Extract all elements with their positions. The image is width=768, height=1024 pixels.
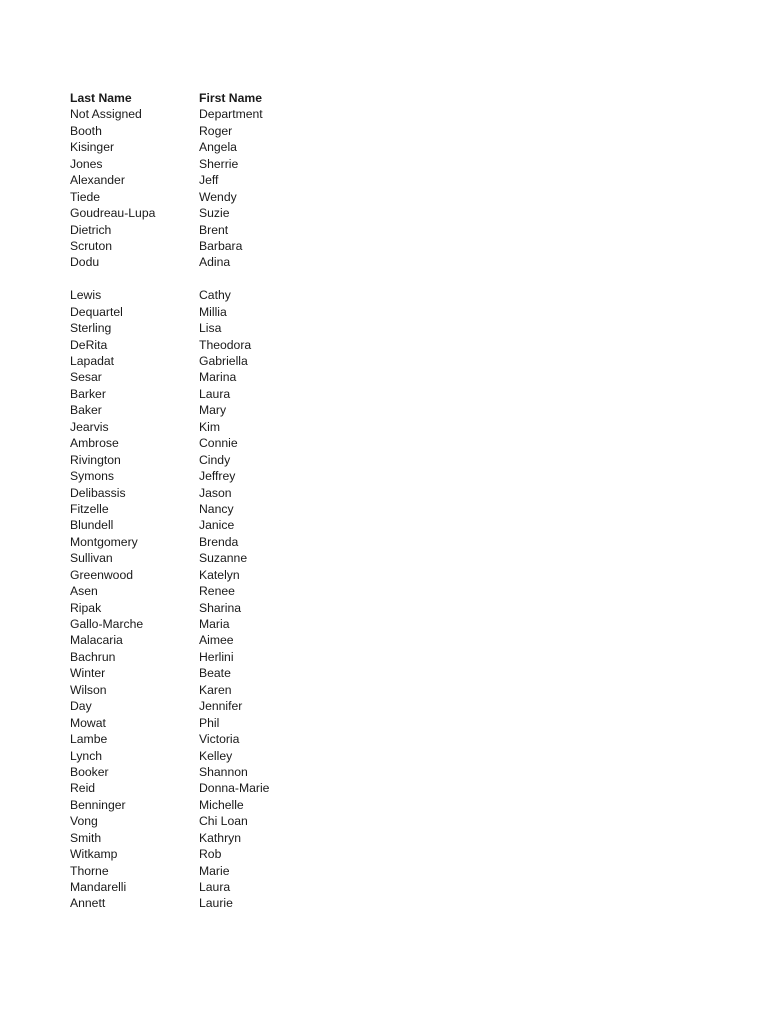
name-row (70, 748, 470, 764)
name-row (70, 879, 470, 895)
first-name-cell: Millia (199, 304, 227, 319)
last-name-cell: Gallo-Marche (70, 617, 144, 631)
first-name-cell: Nancy (199, 501, 234, 516)
name-row (70, 813, 470, 829)
name-row (70, 222, 470, 238)
first-name-cell: Chi Loan (199, 814, 248, 829)
last-name-cell: Dietrich (70, 222, 112, 237)
last-name-cell: Witkamp (70, 847, 118, 862)
first-name-cell: Lisa (199, 321, 222, 336)
name-row (70, 550, 470, 566)
name-row (70, 895, 470, 911)
name-row (70, 337, 470, 353)
first-name-cell: Connie (199, 436, 238, 451)
last-name-cell: Mowat (70, 715, 106, 730)
first-name-cell: Laurie (199, 896, 233, 911)
first-name-cell: Brenda (199, 534, 239, 549)
name-row (70, 123, 470, 139)
name-row (70, 205, 470, 221)
first-name-cell: Jennifer (199, 699, 243, 714)
last-name-cell: Scruton (70, 238, 113, 253)
name-row (70, 452, 470, 468)
name-row (70, 649, 470, 665)
name-row (70, 106, 470, 122)
name-row (70, 254, 470, 270)
name-row (70, 846, 470, 862)
group-spacer (70, 271, 470, 287)
first-name-cell: Kathryn (199, 830, 242, 845)
first-name-cell: Michelle (199, 797, 244, 812)
name-row (70, 287, 470, 303)
first-name-cell: Renee (199, 584, 235, 599)
last-name-cell: Tiede (70, 189, 101, 204)
last-name-cell: Jones (70, 156, 103, 171)
first-name-cell: Kim (199, 419, 220, 434)
last-name-cell: Dodu (70, 255, 100, 270)
last-name-cell: Booker (70, 764, 109, 779)
name-group-2 (70, 287, 470, 912)
last-name-header: Last Name (70, 91, 132, 105)
first-name-cell: Katelyn (199, 567, 240, 582)
name-row (70, 764, 470, 780)
name-row (70, 320, 470, 336)
last-name-cell: Baker (70, 403, 102, 418)
name-row (70, 600, 470, 616)
header-row (70, 90, 470, 106)
first-name-cell: Donna-Marie (199, 781, 270, 796)
last-name-cell: Delibassis (70, 485, 126, 500)
first-name-cell: Victoria (199, 732, 240, 747)
last-name-cell: Sullivan (70, 551, 113, 566)
name-row (70, 304, 470, 320)
first-name-cell: Laura (199, 880, 231, 894)
name-row (70, 402, 470, 418)
name-list-sheet (70, 90, 470, 912)
first-name-cell: Karen (199, 682, 232, 697)
first-name-cell: Marina (199, 370, 237, 385)
last-name-cell: Greenwood (70, 567, 134, 582)
first-name-cell: Mary (199, 403, 227, 418)
first-name-cell: Sherrie (199, 156, 239, 171)
last-name-cell: Lambe (70, 732, 108, 747)
last-name-cell: Thorne (70, 863, 109, 878)
first-name-cell: Suzie (199, 206, 230, 221)
name-row (70, 731, 470, 747)
last-name-cell: Smith (70, 830, 102, 845)
last-name-cell: Sterling (70, 321, 112, 336)
first-name-cell: Janice (199, 518, 235, 533)
first-name-cell: Kelley (199, 748, 233, 763)
last-name-cell: Asen (70, 584, 98, 599)
name-row (70, 468, 470, 484)
name-row (70, 830, 470, 846)
name-row (70, 485, 470, 501)
first-name-cell: Brent (199, 222, 229, 237)
last-name-cell: DeRita (70, 337, 108, 352)
name-row (70, 172, 470, 188)
last-name-cell: Barker (70, 386, 106, 401)
first-name-cell: Beate (199, 666, 231, 681)
first-name-cell: Herlini (199, 649, 234, 664)
last-name-cell: Ambrose (70, 436, 119, 451)
first-name-cell: Sharina (199, 600, 242, 615)
name-row (70, 698, 470, 714)
last-name-cell: Lewis (70, 288, 102, 303)
last-name-cell: Kisinger (70, 140, 115, 155)
first-name-cell: Marie (199, 863, 230, 878)
first-name-cell: Jason (199, 485, 232, 500)
name-row (70, 682, 470, 698)
last-name-cell: Booth (70, 123, 102, 138)
name-row (70, 369, 470, 385)
name-row (70, 517, 470, 533)
first-name-cell: Cindy (199, 452, 231, 467)
name-row (70, 632, 470, 648)
name-row (70, 156, 470, 172)
first-name-cell: Cathy (199, 288, 231, 303)
last-name-cell: Rivington (70, 452, 121, 467)
first-name-cell: Adina (199, 255, 231, 270)
name-row (70, 797, 470, 813)
first-name-cell: Barbara (199, 238, 243, 253)
name-row (70, 353, 470, 369)
last-name-cell: Benninger (70, 797, 126, 812)
first-name-cell: Aimee (199, 633, 234, 648)
name-row (70, 139, 470, 155)
last-name-cell: Malacaria (70, 633, 123, 648)
last-name-cell: Wilson (70, 682, 107, 697)
first-name-cell: Jeffrey (199, 469, 236, 484)
last-name-cell: Reid (70, 781, 96, 796)
first-name-cell: Rob (199, 847, 222, 862)
name-row (70, 501, 470, 517)
first-name-cell: Maria (199, 617, 230, 631)
last-name-cell: Blundell (70, 518, 114, 533)
first-name-header: First Name (199, 91, 262, 105)
last-name-cell: Montgomery (70, 534, 138, 549)
first-name-cell: Department (199, 107, 263, 122)
name-row (70, 665, 470, 681)
last-name-cell: Symons (70, 469, 115, 484)
last-name-cell: Dequartel (70, 304, 123, 319)
last-name-cell: Not Assigned (70, 107, 142, 122)
last-name-cell: Alexander (70, 173, 125, 188)
name-row (70, 863, 470, 879)
last-name-cell: Day (70, 699, 92, 714)
name-row (70, 189, 470, 205)
name-row (70, 780, 470, 796)
first-name-cell: Roger (199, 123, 233, 138)
last-name-cell: Goudreau-Lupa (70, 206, 156, 221)
last-name-cell: Annett (70, 896, 106, 911)
last-name-cell: Lapadat (70, 354, 115, 368)
first-name-cell: Gabriella (199, 354, 248, 368)
first-name-cell: Suzanne (199, 551, 248, 566)
name-group-1 (70, 106, 470, 270)
first-name-cell: Theodora (199, 337, 252, 352)
name-row (70, 386, 470, 402)
first-name-cell: Wendy (199, 189, 237, 204)
name-row (70, 419, 470, 435)
last-name-cell: Winter (70, 666, 106, 681)
last-name-cell: Fitzelle (70, 501, 109, 516)
first-name-cell: Laura (199, 386, 231, 401)
name-row (70, 435, 470, 451)
name-row (70, 583, 470, 599)
first-name-cell: Shannon (199, 764, 248, 779)
first-name-cell: Angela (199, 140, 237, 155)
last-name-cell: Jearvis (70, 419, 109, 434)
last-name-cell: Sesar (70, 370, 102, 385)
name-row (70, 238, 470, 254)
last-name-cell: Mandarelli (70, 880, 127, 894)
last-name-cell: Vong (70, 814, 98, 829)
name-row (70, 616, 470, 632)
name-row (70, 534, 470, 550)
first-name-cell: Phil (199, 715, 220, 730)
last-name-cell: Lynch (70, 748, 103, 763)
last-name-cell: Bachrun (70, 649, 116, 664)
name-row (70, 567, 470, 583)
first-name-cell: Jeff (199, 173, 219, 188)
last-name-cell: Ripak (70, 600, 102, 615)
name-row (70, 715, 470, 731)
